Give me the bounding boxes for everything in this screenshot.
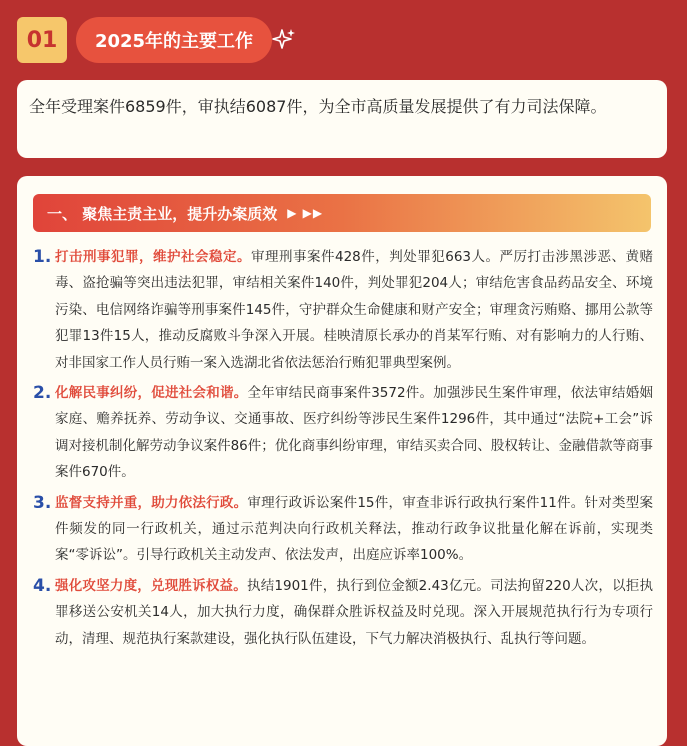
list-item-number: 1. — [33, 247, 52, 267]
work-items-list — [33, 244, 653, 656]
list-item-lead: 监督支持并重，助力依法行政。 — [55, 494, 248, 511]
section-title: 一、 聚焦主责主业，提升办案质效 — [47, 204, 278, 223]
page-title: 2025年的主要工作 — [76, 17, 272, 63]
list-item — [33, 573, 653, 652]
list-item-body: 执结1901件，执行到位金额2.43亿元。司法拘留220人次，以拒执罪移送公安机关14人，加大执行力度，确保群众胜诉权益及时兑现。深入开展规范执行行为专项行动，清理、规范执行案款建设，强化执行队伍建设，下气力解决消极执行、乱执行等问题。 — [55, 577, 653, 647]
list-item-number: 3. — [33, 492, 52, 513]
section-number-badge: 01 — [17, 17, 67, 63]
list-item — [33, 490, 653, 569]
list-item-body: 审理刑事案件428件，判处罪犯663人。严厉打击涉黑涉恶、黄赌毒、盗抢骗等突出违法犯罪，审结相关案件140件，判处罪犯204人；审结危害食品药品安全、环境污染、电信网络诈骗等刑事案件145件，守护群众生命健康和财产安全；审理贪污贿赂、挪用公款等犯罪13件15人，推动反腐败斗争深入开展。桂映清原长承办的肖某军行贿、对有影响力的人行贿、对非国家工作人员行贿一案入选湖北省依法惩治行贿犯罪典型案例。 — [55, 249, 653, 371]
summary-card — [17, 80, 667, 158]
list-item-number: 2. — [33, 383, 52, 404]
arrow-right-icon: ▶ ▶▶ — [287, 206, 324, 220]
main-content-card — [17, 176, 667, 746]
list-item — [33, 380, 653, 486]
section-banner — [33, 194, 651, 232]
list-item — [33, 244, 653, 376]
list-item-body: 全年审结民商事案件3572件。加强涉民生案件审理，依法审结婚姻家庭、赡养抚养、劳动争议、交通事故、医疗纠纷等涉民生案件1296件，其中通过“法院+工会”诉调对接机制化解劳动争议案件86件；优化商事纠纷审理，审结买卖合同、股权转让、金融借款等商事案件670件。 — [55, 385, 654, 481]
list-item-lead: 强化攻坚力度，兑现胜诉权益。 — [55, 577, 247, 594]
sparkle-icon — [272, 28, 296, 52]
list-item-body: 审理行政诉讼案件15件，审查非诉行政执行案件11件。针对类型案件频发的同一行政机关，通过示范判决向行政机关释法，推动行政争议批量化解在诉前，实现类案“零诉讼”。引导行政机关主动发声、依法发声，出庭应诉率100%。 — [55, 494, 654, 564]
list-item-lead: 打击刑事犯罪，维护社会稳定。 — [55, 249, 251, 265]
summary-text: 全年受理案件6859件，审执结6087件，为全市高质量发展提供了有力司法保障。 — [29, 97, 607, 116]
list-item-number: 4. — [33, 575, 52, 596]
list-item-lead: 化解民事纠纷，促进社会和谐。 — [55, 385, 248, 402]
